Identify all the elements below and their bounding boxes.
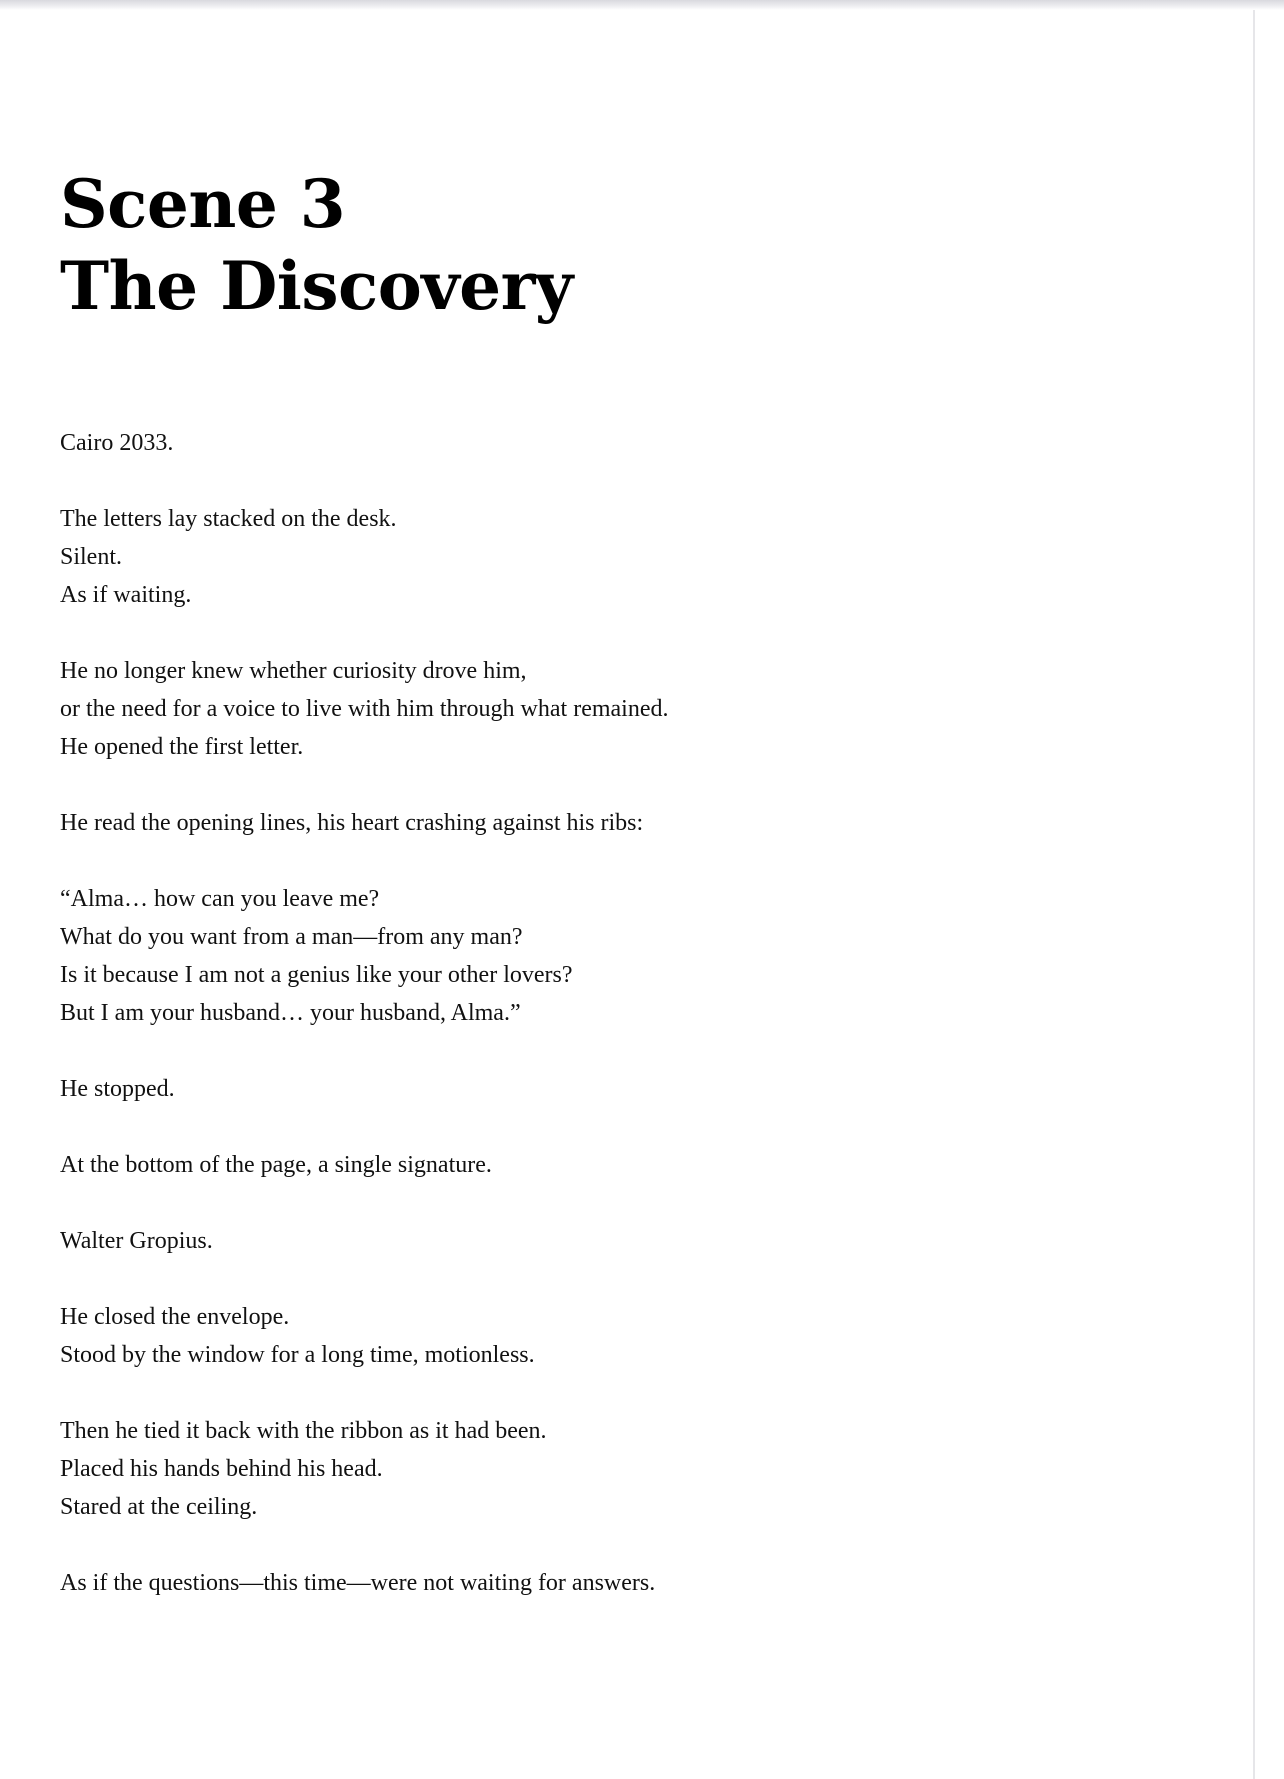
text-line: Walter Gropius. [60, 1228, 213, 1254]
paragraph [60, 424, 1210, 462]
viewer-gutter [1255, 10, 1284, 1779]
text-line: Cairo 2033. [60, 430, 174, 456]
text-line: “Alma… how can you leave me? [60, 886, 380, 912]
paragraph [60, 500, 1210, 614]
paragraph [60, 652, 1210, 766]
body-text [60, 424, 1210, 1640]
text-line: Placed his hands behind his head. [60, 1456, 383, 1482]
text-line: Silent. [60, 544, 123, 570]
title-line-heading: The Discovery [60, 247, 573, 325]
text-line: Then he tied it back with the ribbon as it had been. [60, 1418, 547, 1444]
text-line: He no longer knew whether curiosity drove him, [60, 658, 527, 684]
paragraph [60, 804, 1210, 842]
title-line-scene: Scene 3 [60, 165, 346, 243]
paragraph [60, 1222, 1210, 1260]
paragraph [60, 1146, 1210, 1184]
text-line: At the bottom of the page, a single signature. [60, 1152, 492, 1178]
page-title [60, 163, 573, 327]
text-line: Stood by the window for a long time, motionless. [60, 1342, 535, 1368]
text-line: or the need for a voice to live with him through what remained. [60, 696, 669, 722]
paragraph [60, 1412, 1210, 1526]
text-line: But I am your husband… your husband, Alma.” [60, 1000, 521, 1026]
paragraph [60, 880, 1210, 1032]
document-page [0, 10, 1253, 1779]
text-line: He closed the envelope. [60, 1304, 290, 1330]
viewer-top-edge [0, 0, 1284, 10]
text-line: The letters lay stacked on the desk. [60, 506, 397, 532]
text-line: He stopped. [60, 1076, 175, 1102]
text-line: He opened the first letter. [60, 734, 304, 760]
text-line: He read the opening lines, his heart crashing against his ribs: [60, 810, 644, 836]
text-line: What do you want from a man—from any man? [60, 924, 523, 950]
text-line: Stared at the ceiling. [60, 1494, 258, 1520]
text-line: As if the questions—this time—were not waiting for answers. [60, 1570, 656, 1596]
text-line: As if waiting. [60, 582, 192, 608]
paragraph [60, 1564, 1210, 1602]
paragraph [60, 1298, 1210, 1374]
text-line: Is it because I am not a genius like your other lovers? [60, 962, 573, 988]
paragraph [60, 1070, 1210, 1108]
